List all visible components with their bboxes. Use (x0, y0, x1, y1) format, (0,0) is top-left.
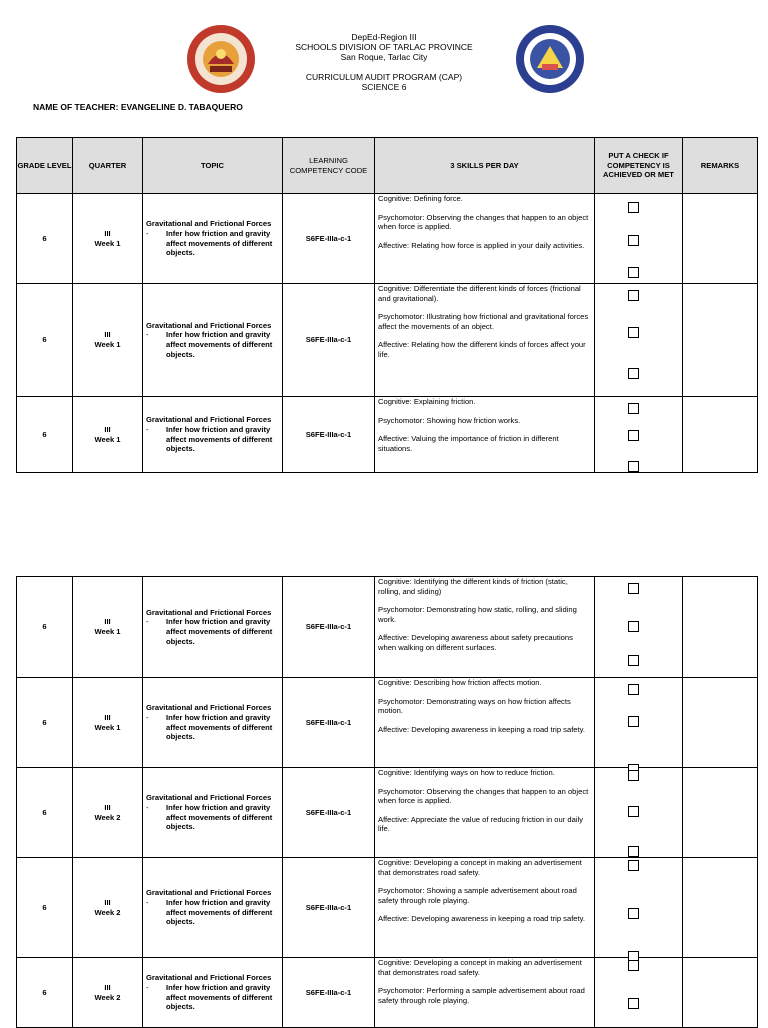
week-value: Week 2 (94, 812, 121, 822)
topic-cell (143, 397, 283, 473)
check-cell (595, 678, 683, 768)
table-row (17, 958, 758, 1028)
skill-cognitive: Cognitive: Explaining friction. (378, 397, 476, 406)
quarter-cell (73, 858, 143, 958)
topic-item: Infer how friction and gravity affect movements of different objects. (166, 617, 273, 646)
skill-psychomotor: Psychomotor: Observing the changes that happen to an object when force is applied. (378, 212, 589, 232)
table-row (17, 678, 758, 768)
quarter-cell (73, 284, 143, 397)
grade-cell: 6 (17, 577, 73, 678)
grade-cell: 6 (17, 858, 73, 958)
checkbox[interactable] (628, 716, 639, 727)
remarks-cell[interactable] (683, 397, 758, 473)
topic-title: Gravitational and Frictional Forces (146, 219, 272, 229)
quarter-cell (73, 768, 143, 858)
table-row (17, 284, 758, 397)
skill-psychomotor: Psychomotor: Demonstrating how static, rolling, and sliding work. (378, 605, 577, 624)
topic-cell (143, 577, 283, 678)
code-cell: S6FE-IIIa-c-1 (283, 678, 375, 768)
check-cell (595, 958, 683, 1028)
week-value: Week 1 (94, 238, 121, 248)
skill-psychomotor: Psychomotor: Showing a sample advertisement about road safety through role playing. (378, 886, 577, 905)
skills-cell (375, 858, 595, 958)
code-cell: S6FE-IIIa-c-1 (283, 858, 375, 958)
skills-cell (375, 194, 595, 284)
checkbox[interactable] (628, 684, 639, 695)
quarter-value: III (104, 330, 111, 340)
check-cell (595, 194, 683, 284)
grade-cell: 6 (17, 678, 73, 768)
quarter-value: III (104, 897, 111, 907)
col-quarter: QUARTER (73, 138, 143, 194)
teacher-name: NAME OF TEACHER: EVANGELINE D. TABAQUERO (33, 102, 243, 112)
checkbox[interactable] (628, 267, 639, 278)
code-cell: S6FE-IIIa-c-1 (283, 397, 375, 473)
skill-affective: Affective: Developing awareness in keeping a road trip safety. (378, 724, 585, 734)
checkbox[interactable] (628, 202, 639, 213)
quarter-value: III (104, 982, 111, 992)
checkbox[interactable] (628, 403, 639, 414)
checkbox[interactable] (628, 806, 639, 817)
checkbox[interactable] (628, 235, 639, 246)
checkbox[interactable] (628, 583, 639, 594)
quarter-cell (73, 397, 143, 473)
quarter-cell (73, 958, 143, 1028)
topic-bullet: - (146, 330, 149, 340)
topic-bullet: - (146, 228, 149, 238)
quarter-value: III (104, 712, 111, 722)
skill-affective: Affective: Developing awareness about safety precautions when walking on different surfaces. (378, 633, 573, 652)
grade-cell: 6 (17, 194, 73, 284)
week-value: Week 2 (94, 992, 121, 1002)
check-cell (595, 858, 683, 958)
skill-affective: Affective: Valuing the importance of friction in different situations. (378, 434, 559, 453)
week-value: Week 2 (94, 907, 121, 917)
skill-cognitive: Cognitive: Identifying the different kinds of friction (static, rolling, and sliding) (378, 577, 568, 596)
week-value: Week 1 (94, 434, 121, 444)
remarks-cell[interactable] (683, 768, 758, 858)
quarter-value: III (104, 228, 111, 238)
code-cell: S6FE-IIIa-c-1 (283, 958, 375, 1028)
remarks-cell[interactable] (683, 284, 758, 397)
table-header-row (17, 138, 758, 194)
checkbox[interactable] (628, 430, 639, 441)
quarter-cell (73, 678, 143, 768)
grade-cell: 6 (17, 284, 73, 397)
check-cell (595, 284, 683, 397)
week-value: Week 1 (94, 627, 121, 636)
check-cell (595, 577, 683, 678)
topic-item: Infer how friction and gravity affect movements of different objects. (166, 424, 273, 454)
topic-item: Infer how friction and gravity affect movements of different objects. (166, 228, 273, 258)
col-topic: TOPIC (143, 138, 283, 194)
checkbox[interactable] (628, 960, 639, 971)
quarter-cell (73, 194, 143, 284)
skill-psychomotor: Psychomotor: Illustrating how frictional and gravitational forces affect the movements of an object. (378, 312, 589, 331)
remarks-cell[interactable] (683, 577, 758, 678)
quarter-value: III (104, 424, 111, 434)
topic-item: Infer how friction and gravity affect movements of different objects. (166, 897, 273, 927)
skill-psychomotor: Psychomotor: Observing the changes that happen to an object when force is applied. (378, 786, 589, 806)
code-cell: S6FE-IIIa-c-1 (283, 577, 375, 678)
skills-cell (375, 577, 595, 678)
topic-cell (143, 768, 283, 858)
table-row (17, 194, 758, 284)
remarks-cell[interactable] (683, 858, 758, 958)
checkbox[interactable] (628, 290, 639, 301)
checkbox[interactable] (628, 461, 639, 472)
remarks-cell[interactable] (683, 194, 758, 284)
checkbox[interactable] (628, 770, 639, 781)
skill-affective: Affective: Relating how the different kinds of forces affect your life. (378, 340, 586, 359)
skill-affective: Affective: Developing awareness in keeping a road trip safety. (378, 914, 585, 924)
week-value: Week 1 (94, 722, 121, 732)
topic-cell (143, 284, 283, 397)
checkbox[interactable] (628, 998, 639, 1009)
skill-cognitive: Cognitive: Developing a concept in making an advertisement that demonstrates road safety. (378, 858, 582, 877)
quarter-value: III (104, 802, 111, 812)
topic-cell (143, 678, 283, 768)
topic-item: Infer how friction and gravity affect movements of different objects. (166, 982, 273, 1012)
topic-item: Infer how friction and gravity affect movements of different objects. (166, 712, 273, 742)
topic-title: Gravitational and Frictional Forces (146, 320, 272, 330)
code-cell: S6FE-IIIa-c-1 (283, 284, 375, 397)
col-remarks: REMARKS (683, 138, 758, 194)
code-cell: S6FE-IIIa-c-1 (283, 194, 375, 284)
skill-cognitive: Cognitive: Identifying ways on how to reduce friction. (378, 768, 555, 777)
program-line: CURRICULUM AUDIT PROGRAM (CAP) (305, 72, 463, 82)
check-cell (595, 397, 683, 473)
topic-bullet: - (146, 897, 149, 907)
topic-bullet: - (146, 617, 149, 627)
skill-psychomotor: Psychomotor: Showing how friction works. (378, 415, 521, 425)
topic-title: Gravitational and Frictional Forces (146, 793, 272, 803)
checkbox[interactable] (628, 621, 639, 632)
topic-bullet: - (146, 802, 149, 812)
checkbox[interactable] (628, 655, 639, 666)
topic-bullet: - (146, 424, 149, 434)
skill-cognitive: Cognitive: Differentiate the different kinds of forces (frictional and gravitational). (378, 284, 581, 303)
skills-cell (375, 397, 595, 473)
skills-cell (375, 958, 595, 1028)
topic-title: Gravitational and Frictional Forces (146, 415, 272, 425)
topic-cell (143, 194, 283, 284)
grade-cell: 6 (17, 768, 73, 858)
quarter-value: III (104, 617, 111, 627)
curriculum-table-2 (16, 576, 758, 1028)
check-cell (595, 768, 683, 858)
col-grade-level: GRADE LEVEL (17, 138, 73, 194)
table-row (17, 397, 758, 473)
topic-bullet: - (146, 982, 149, 992)
topic-title: Gravitational and Frictional Forces (146, 703, 272, 713)
address-line: San Roque, Tarlac City (340, 52, 428, 62)
topic-title: Gravitational and Frictional Forces (146, 888, 272, 898)
code-cell: S6FE-IIIa-c-1 (283, 768, 375, 858)
skill-cognitive: Cognitive: Defining force. (378, 194, 463, 203)
checkbox[interactable] (628, 846, 639, 857)
topic-title: Gravitational and Frictional Forces (146, 973, 272, 983)
skill-cognitive: Cognitive: Describing how friction affects motion. (378, 678, 542, 687)
region-line: DepEd-Region III (351, 32, 417, 42)
skill-affective: Affective: Appreciate the value of reducing friction in our daily life. (378, 814, 584, 834)
col-check: PUT A CHECK IF COMPETENCY IS ACHIEVED OR MET (595, 138, 683, 194)
checkbox[interactable] (628, 860, 639, 871)
checkbox[interactable] (628, 368, 639, 379)
checkbox[interactable] (628, 908, 639, 919)
curriculum-table-1 (16, 137, 758, 473)
skills-cell (375, 768, 595, 858)
table-row (17, 768, 758, 858)
week-value: Week 1 (94, 340, 121, 349)
skills-cell (375, 678, 595, 768)
skill-cognitive: Cognitive: Developing a concept in making an advertisement that demonstrates road safety. (378, 958, 582, 977)
quarter-cell (73, 577, 143, 678)
subject-line: SCIENCE 6 (361, 82, 407, 92)
topic-item: Infer how friction and gravity affect movements of different objects. (166, 802, 273, 832)
remarks-cell[interactable] (683, 958, 758, 1028)
skill-psychomotor: Psychomotor: Demonstrating ways on how friction affects motion. (378, 696, 571, 716)
col-skills: 3 SKILLS PER DAY (375, 138, 595, 194)
skills-cell (375, 284, 595, 397)
topic-title: Gravitational and Frictional Forces (146, 607, 272, 617)
document-header (0, 32, 768, 92)
division-line: SCHOOLS DIVISION OF TARLAC PROVINCE (295, 42, 473, 52)
grade-cell: 6 (17, 958, 73, 1028)
grade-cell: 6 (17, 397, 73, 473)
col-competency-code: LEARNING COMPETENCY CODE (283, 138, 375, 194)
checkbox[interactable] (628, 327, 639, 338)
remarks-cell[interactable] (683, 678, 758, 768)
topic-cell (143, 858, 283, 958)
topic-bullet: - (146, 712, 149, 722)
topic-item: Infer how friction and gravity affect movements of different objects. (166, 330, 273, 359)
table-row (17, 577, 758, 678)
skill-psychomotor: Psychomotor: Performing a sample advertisement about road safety through role playing. (378, 986, 585, 1005)
skill-affective: Affective: Relating how force is applied in your daily activities. (378, 240, 585, 250)
topic-cell (143, 958, 283, 1028)
table-row (17, 858, 758, 958)
